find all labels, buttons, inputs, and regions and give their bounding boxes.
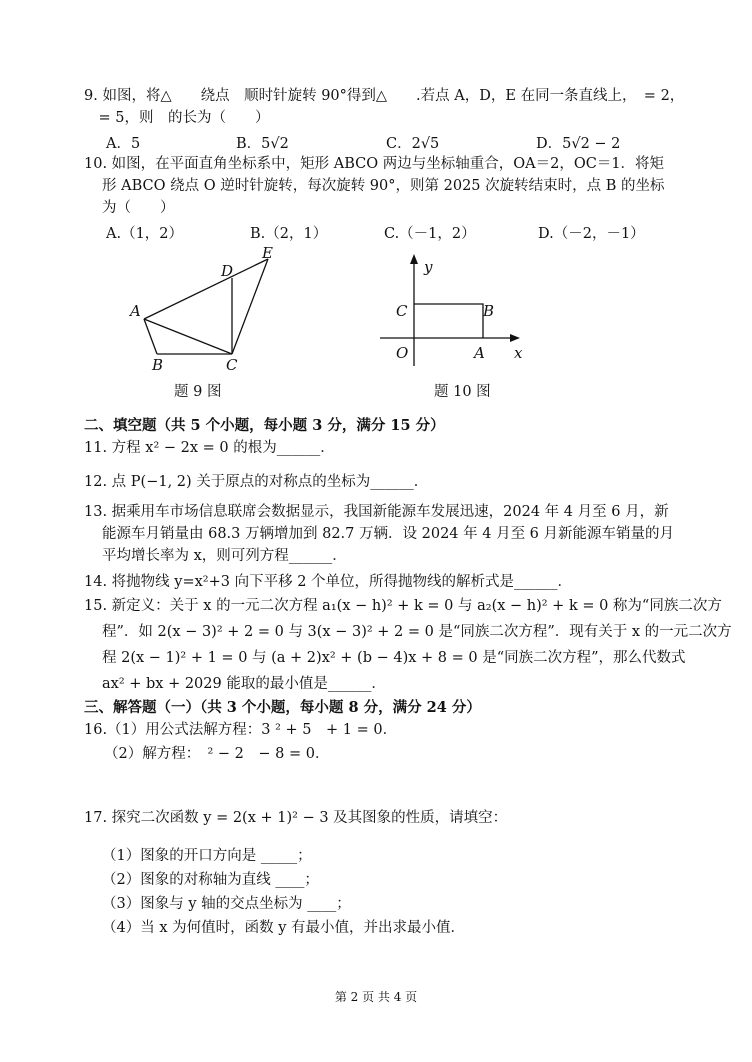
q10-option-b: B.（2，1） bbox=[250, 226, 328, 242]
figure-9-caption: 题 9 图 bbox=[174, 384, 222, 400]
q17-item-1: （1）图象的开口方向是 _____； bbox=[102, 848, 312, 864]
question-12: 12. 点 P(−1, 2) 关于原点的对称点的坐标为______． bbox=[84, 474, 429, 490]
figure-10 bbox=[370, 252, 540, 368]
fig10-label-a: A bbox=[474, 344, 485, 362]
q9-option-c: C．2√5 bbox=[386, 136, 440, 152]
q10-option-d: D.（－2，－1） bbox=[538, 226, 645, 242]
fig9-label-c: C bbox=[226, 356, 238, 374]
y-axis-arrow bbox=[410, 254, 418, 264]
q13-line-1: 13. 据乘用车市场信息联席会数据显示，我国新能源车发展迅速，2024 年 4 月至 6 月，新 bbox=[84, 504, 669, 520]
rectangle-abco bbox=[414, 304, 483, 338]
fig9-label-d: D bbox=[221, 262, 234, 280]
question-11: 11. 方程 x² − 2x = 0 的根为______． bbox=[84, 440, 335, 456]
question-17: 17. 探究二次函数 y = 2(x + 1)² − 3 及其图象的性质，请填空： bbox=[84, 810, 508, 826]
fig10-label-c: C bbox=[396, 302, 408, 320]
fig10-label-x: x bbox=[514, 344, 523, 362]
fig10-label-y: y bbox=[424, 258, 433, 276]
q9-option-a: A．5 bbox=[106, 136, 141, 152]
section-2-title: 二、填空题（共 5 个小题，每小题 3 分，满分 15 分） bbox=[84, 417, 445, 434]
q9-line-2: = 5，则 的长为（ ） bbox=[84, 110, 270, 126]
section-3-title: 三、解答题（一）（共 3 个小题，每小题 8 分，满分 24 分） bbox=[84, 699, 481, 716]
fig9-label-e: E bbox=[262, 244, 273, 262]
q10-line-3: 为（ ） bbox=[102, 200, 175, 216]
q9-option-b: B．5√2 bbox=[236, 136, 289, 152]
q10-option-a: A.（1，2） bbox=[106, 226, 184, 242]
q13-line-2: 能源车月销量由 68.3 万辆增加到 82.7 万辆．设 2024 年 4 月至 6 月新能源车销量的月 bbox=[102, 526, 675, 542]
q15-line-1: 15. 新定义：关于 x 的一元二次方程 a₁(x − h)² + k = 0 与 a₂(x − h)² + k = 0 称为“同族二次方 bbox=[84, 598, 722, 614]
figure-9 bbox=[120, 244, 300, 374]
fig9-label-b: B bbox=[152, 356, 164, 374]
question-9 bbox=[84, 86, 744, 156]
segment-ac bbox=[144, 319, 232, 354]
question-14: 14. 将抛物线 y=x²+3 向下平移 2 个单位，所得抛物线的解析式是______． bbox=[84, 574, 573, 590]
fig9-label-a: A bbox=[130, 302, 141, 320]
fig10-label-o: O bbox=[396, 344, 409, 362]
q10-line-2: 形 ABCO 绕点 O 逆时针旋转，每次旋转 90°，则第 2025 次旋转结束时，点 B 的坐标 bbox=[102, 178, 665, 194]
question-16 bbox=[84, 720, 744, 768]
q10-option-c: C.（－1，2） bbox=[384, 226, 476, 242]
q17-item-3: （3）图象与 y 轴的交点坐标为 ____； bbox=[102, 896, 351, 912]
q13-line-3: 平均增长率为 x，则可列方程______． bbox=[102, 548, 347, 564]
segment-ae bbox=[144, 259, 268, 319]
q15-line-2: 程”．如 2(x − 3)² + 2 = 0 与 3(x − 3)² + 2 = 0 是“同族二次方程”．现有关于 x 的一元二次方 bbox=[102, 624, 732, 640]
q10-line-1: 10. 如图，在平面直角坐标系中，矩形 ABCO 两边与坐标轴重合，OA＝2，OC＝1．将矩 bbox=[84, 156, 665, 172]
q16-line-1: 16.（1）用公式法解方程：3 ² + 5 + 1 = 0． bbox=[84, 722, 398, 738]
figure-10-caption: 题 10 图 bbox=[434, 384, 491, 400]
q17-item-2: （2）图象的对称轴为直线 ____； bbox=[102, 872, 319, 888]
page-footer: 第 2 页 共 4 页 bbox=[334, 990, 418, 1004]
fig10-label-b: B bbox=[483, 302, 495, 320]
q16-line-2: （2）解方程： ² − 2 − 8 = 0． bbox=[104, 746, 330, 762]
q15-line-4: ax² + bx + 2029 能取的最小值是______． bbox=[102, 676, 386, 692]
q17-item-4: （4）当 x 为何值时，函数 y 有最小值，并出求最小值． bbox=[102, 920, 466, 936]
q9-line-1: 9. 如图，将△ 绕点 顺时针旋转 90°得到△ .若点 A，D，E 在同一条直线上， = 2， bbox=[84, 88, 685, 104]
question-10 bbox=[84, 154, 744, 246]
question-13 bbox=[84, 502, 744, 568]
x-axis-arrow bbox=[510, 334, 520, 342]
q9-option-d: D．5√2 − 2 bbox=[536, 136, 621, 152]
question-15 bbox=[84, 596, 744, 696]
q15-line-3: 程 2(x − 1)² + 1 = 0 与 (a + 2)x² + (b − 4)x + 8 = 0 是“同族二次方程”，那么代数式 bbox=[102, 650, 686, 666]
segment-ab bbox=[144, 319, 157, 354]
